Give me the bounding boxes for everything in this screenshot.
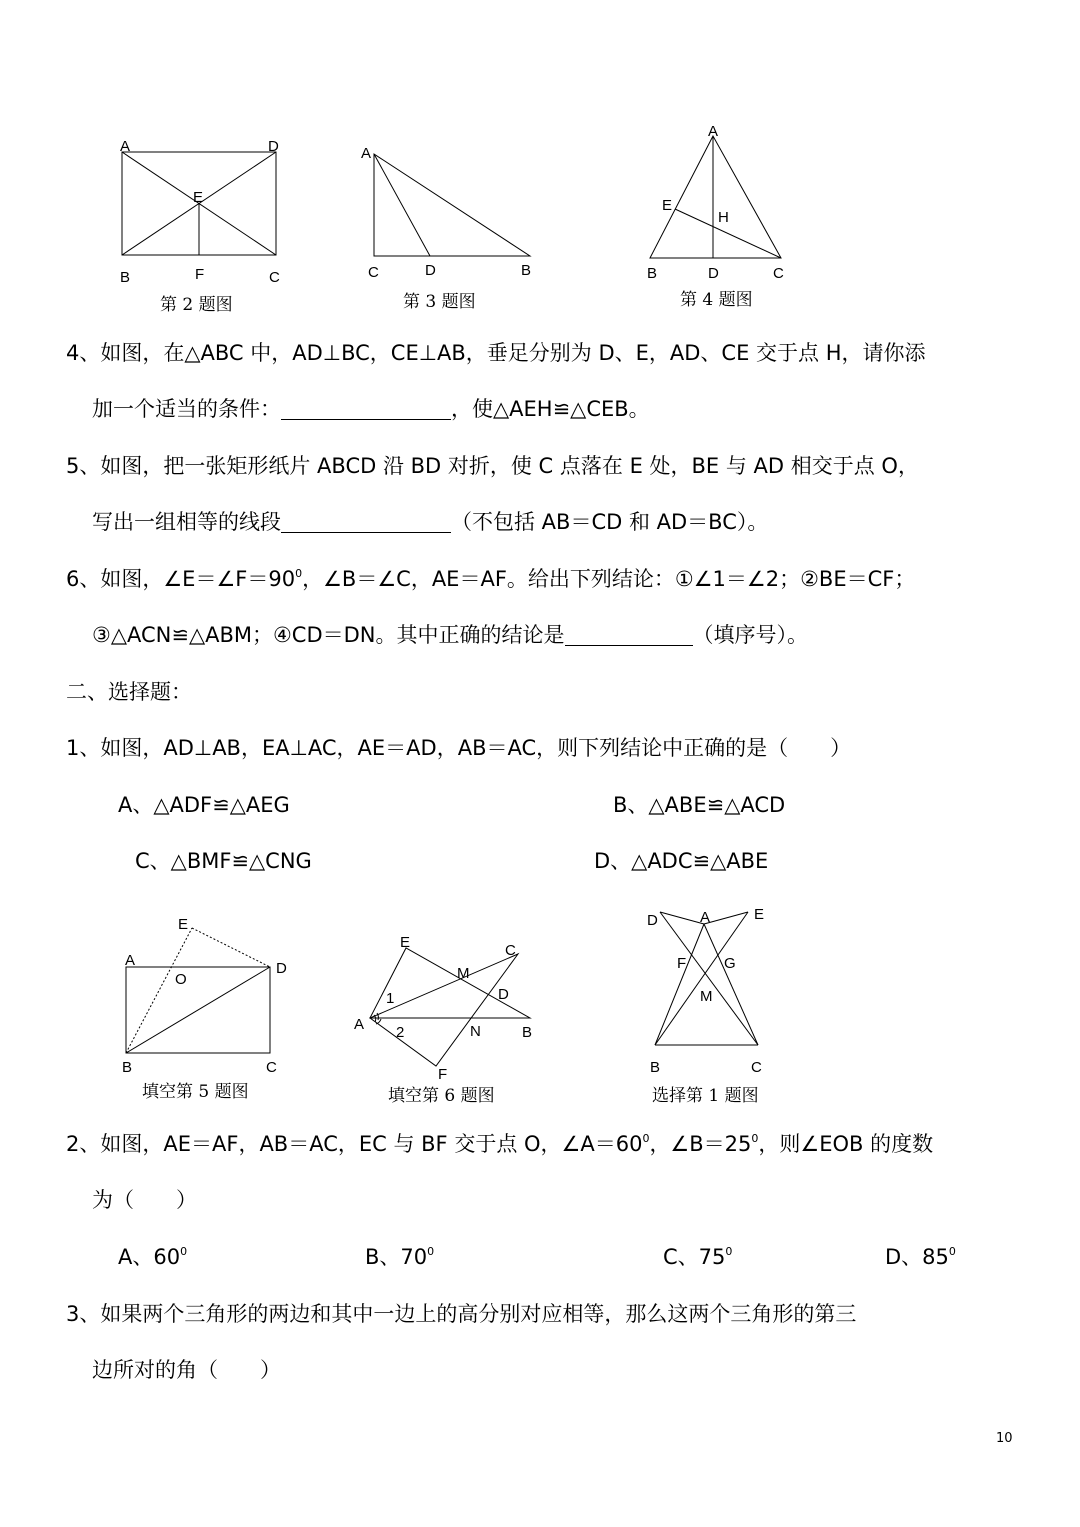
label-B: B bbox=[120, 269, 131, 286]
label-A: A bbox=[125, 952, 136, 969]
label-N: N bbox=[470, 1023, 481, 1040]
label-2: 2 bbox=[396, 1024, 405, 1041]
figure-q2-diagram bbox=[110, 135, 300, 295]
choice-q2-option-d[interactable]: D、$85^0$ bbox=[885, 1245, 956, 1269]
choice-q1-option-d[interactable]: D、△ADC≌△ABE bbox=[594, 849, 769, 873]
label-B: B bbox=[647, 265, 658, 282]
label-D: D bbox=[647, 912, 658, 929]
choice-q1-option-b[interactable]: B、△ABE≌△ACD bbox=[613, 793, 786, 817]
label-G: G bbox=[724, 955, 736, 972]
choice-q3-line2: 边所对的角（ ） bbox=[92, 1358, 281, 1382]
q6-answer-blank[interactable] bbox=[565, 623, 693, 646]
label-E: E bbox=[178, 916, 189, 933]
choice-q1-option-a[interactable]: A、△ADF≌△AEG bbox=[118, 793, 290, 817]
caption-fig4: 第 4 题图 bbox=[680, 290, 753, 310]
q4-answer-blank[interactable] bbox=[281, 397, 451, 420]
label-A: A bbox=[361, 145, 372, 162]
label-A: A bbox=[120, 138, 131, 155]
label-C: C bbox=[505, 942, 516, 959]
label-A: A bbox=[708, 123, 719, 140]
label-E: E bbox=[754, 906, 765, 923]
label-D: D bbox=[498, 986, 509, 1003]
figure-q3-diagram bbox=[358, 140, 548, 290]
figure-choice1 bbox=[640, 900, 780, 1080]
label-F: F bbox=[195, 266, 205, 283]
section2-title: 二、选择题： bbox=[66, 680, 192, 704]
label-H: H bbox=[718, 209, 729, 226]
page-number: 10 bbox=[996, 1431, 1013, 1446]
label-D: D bbox=[268, 138, 279, 155]
choice-q2-option-c[interactable]: C、$75^0$ bbox=[663, 1245, 733, 1269]
figure-fill6-diagram bbox=[350, 930, 550, 1083]
q5-line2: 写出一组相等的线段 （不包括 AB＝CD 和 AD＝BC）。 bbox=[92, 510, 769, 534]
figure-fill5-diagram bbox=[112, 905, 302, 1075]
label-F: F bbox=[438, 1066, 448, 1083]
label-F: F bbox=[677, 955, 687, 972]
label-C: C bbox=[368, 264, 379, 281]
choice-q1-option-c[interactable]: C、△BMF≌△CNG bbox=[135, 849, 312, 873]
label-E: E bbox=[400, 934, 411, 951]
q5-line1: 5、如图，把一张矩形纸片 ABCD 沿 BD 对折，使 C 点落在 E 处，BE 与 AD 相交于点 O， bbox=[66, 454, 919, 478]
choice-q2-stem: 2、如图，AE＝AF，AB＝AC，EC 与 BF 交于点 O，$\angle A=60^0$，$\angle B=25^0$，则∠EOB 的度数 bbox=[66, 1132, 934, 1156]
figure-fill5 bbox=[112, 905, 302, 1075]
figure-choice1-diagram bbox=[640, 900, 780, 1080]
figure-fill6 bbox=[350, 930, 550, 1083]
figure-q3 bbox=[358, 140, 548, 290]
label-D: D bbox=[276, 960, 287, 977]
label-C: C bbox=[269, 269, 280, 286]
label-C: C bbox=[773, 265, 784, 282]
label-B: B bbox=[521, 262, 532, 279]
label-B: B bbox=[522, 1024, 533, 1041]
figure-q2 bbox=[110, 135, 300, 295]
choice-q3-line1: 3、如果两个三角形的两边和其中一边上的高分别对应相等，那么这两个三角形的第三 bbox=[66, 1302, 857, 1326]
label-E: E bbox=[193, 189, 204, 206]
label-D: D bbox=[708, 265, 719, 282]
q6-line2: ③△ACN≌△ABM；④CD＝DN。其中正确的结论是 （填序号）。 bbox=[92, 623, 809, 647]
choice-q2-option-b[interactable]: B、$70^0$ bbox=[365, 1245, 435, 1269]
label-D: D bbox=[425, 262, 436, 279]
q5-answer-blank[interactable] bbox=[281, 510, 451, 533]
caption-choice1: 选择第 1 题图 bbox=[652, 1086, 759, 1106]
q6-line1: 6、如图，$\angle E=\angle F=90^0$，∠B＝∠C，AE＝AF。给出下列结论：①∠1＝∠2；②BE＝CF； bbox=[66, 567, 916, 591]
caption-fig3: 第 3 题图 bbox=[403, 292, 476, 312]
label-B: B bbox=[122, 1059, 133, 1076]
label-C: C bbox=[751, 1059, 762, 1076]
label-1: 1 bbox=[386, 990, 395, 1007]
caption-fig2: 第 2 题图 bbox=[160, 295, 233, 315]
label-M: M bbox=[457, 965, 470, 982]
caption-fill5: 填空第 5 题图 bbox=[142, 1082, 249, 1102]
choice-q2-stem-line2: 为（ ） bbox=[92, 1188, 197, 1212]
label-M: M bbox=[700, 988, 713, 1005]
q4-line2: 加一个适当的条件： ，使△AEH≌△CEB。 bbox=[92, 397, 650, 421]
label-B: B bbox=[650, 1059, 661, 1076]
choice-q2-option-a[interactable]: A、$60^0$ bbox=[118, 1245, 188, 1269]
label-O: O bbox=[175, 971, 187, 988]
figure-q4 bbox=[640, 120, 800, 285]
choice-q1-stem: 1、如图，AD⊥AB，EA⊥AC，AE＝AD，AB＝AC，则下列结论中正确的是（ ） bbox=[66, 736, 852, 760]
label-A: A bbox=[700, 909, 711, 926]
label-C: C bbox=[266, 1059, 277, 1076]
q4-line1: 4、如图，在△ABC 中，AD⊥BC，CE⊥AB，垂足分别为 D、E，AD、CE 交于点 H，请你添 bbox=[66, 341, 926, 365]
label-A: A bbox=[354, 1016, 365, 1033]
figure-q4-diagram bbox=[640, 120, 800, 285]
label-E: E bbox=[662, 197, 673, 214]
caption-fill6: 填空第 6 题图 bbox=[388, 1086, 495, 1106]
